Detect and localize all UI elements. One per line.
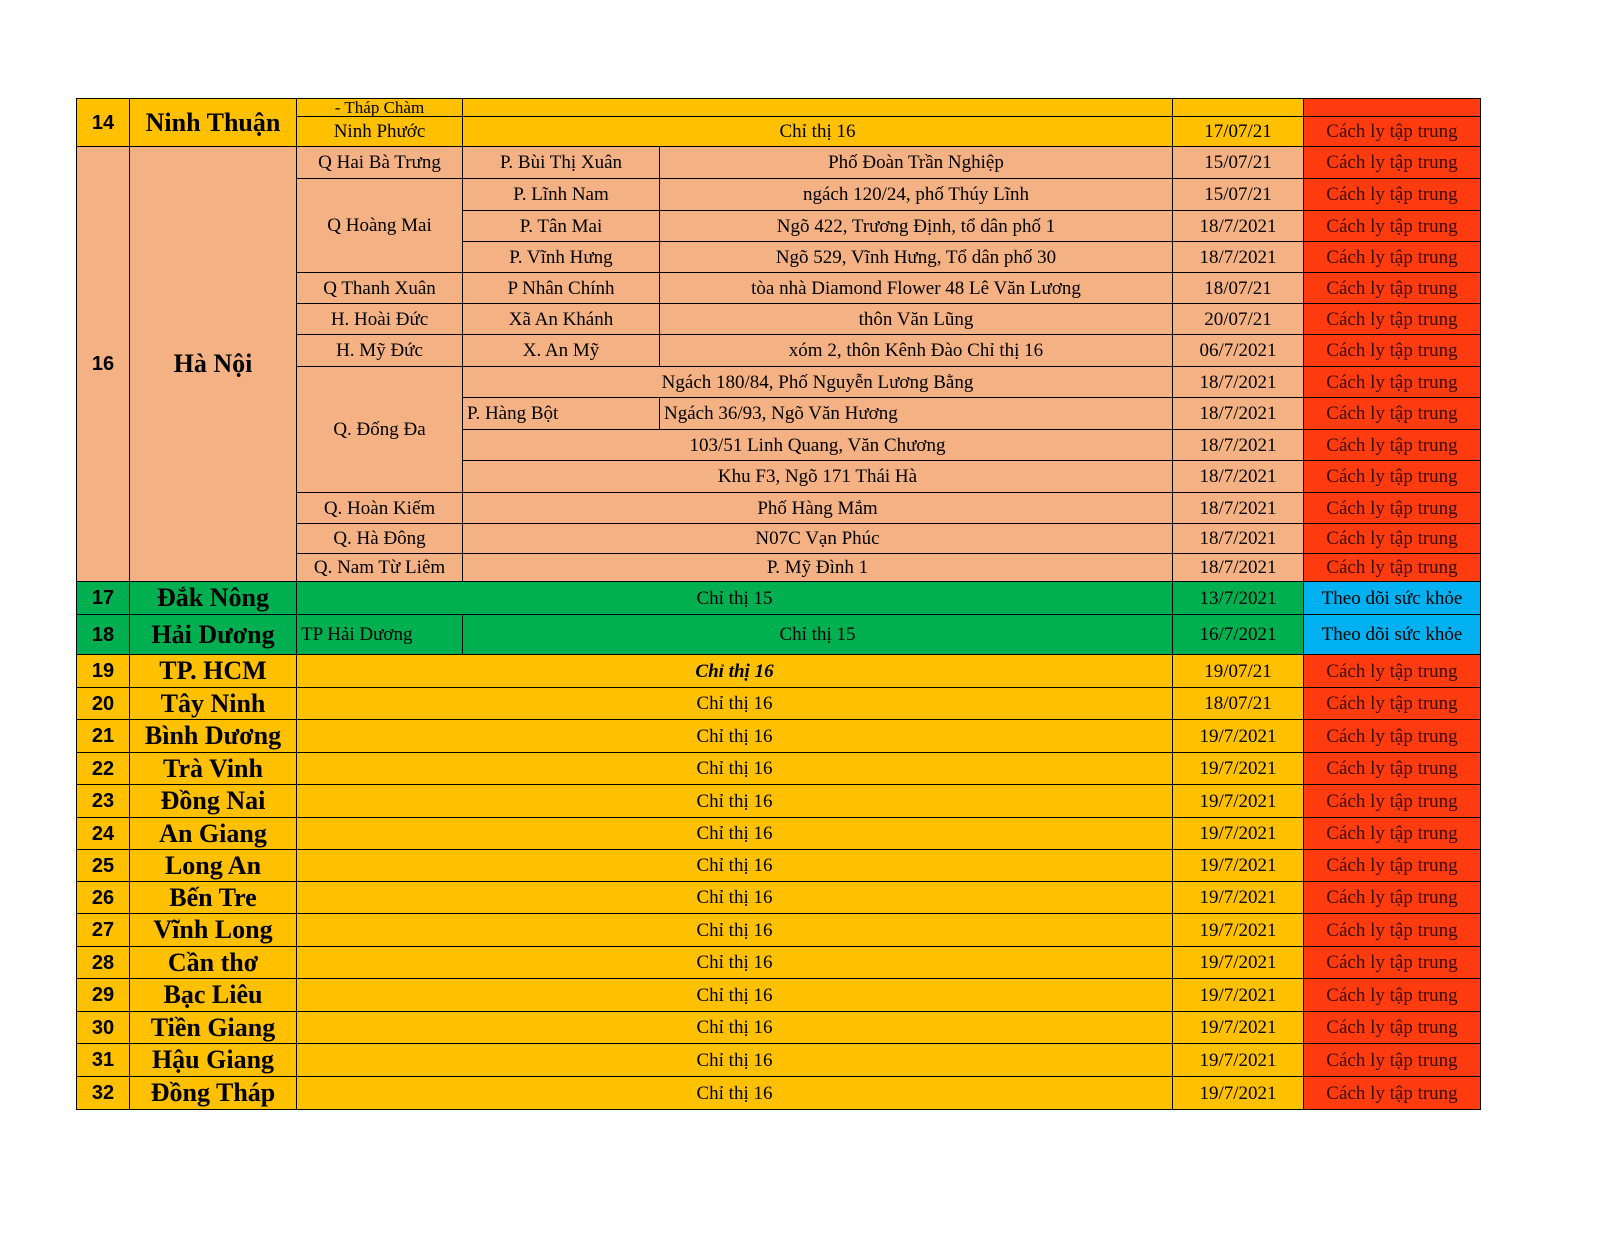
- status-cell: Cách ly tập trung: [1303, 460, 1481, 493]
- date-cell: 18/7/2021: [1172, 366, 1304, 398]
- province-name: Tây Ninh: [129, 687, 297, 720]
- status-cell: Cách ly tập trung: [1303, 913, 1481, 947]
- date-cell: 18/7/2021: [1172, 210, 1304, 242]
- row-number: 28: [76, 946, 130, 979]
- date-cell: 18/07/21: [1172, 272, 1304, 304]
- area-cell: Ngách 180/84, Phố Nguyễn Lương Bằng: [462, 366, 1173, 398]
- scope-cell: Chỉ thị 16: [296, 978, 1173, 1012]
- status-cell: Cách ly tập trung: [1303, 978, 1481, 1012]
- row-number: 29: [76, 978, 130, 1012]
- date-cell: 18/07/21: [1172, 687, 1304, 720]
- district-cell: H. Hoài Đức: [296, 303, 463, 335]
- status-cell: Cách ly tập trung: [1303, 849, 1481, 882]
- scope-cell: Chỉ thị 16: [296, 946, 1173, 979]
- scope-cell: Chỉ thị 16: [462, 116, 1173, 147]
- row-number: 14: [76, 98, 130, 147]
- date-cell: 19/7/2021: [1172, 849, 1304, 882]
- row-number: 23: [76, 784, 130, 818]
- province-name: Hà Nội: [129, 146, 297, 582]
- status-cell: Cách ly tập trung: [1303, 687, 1481, 720]
- district-cell: Q. Nam Từ Liêm: [296, 553, 463, 582]
- date-cell: 18/7/2021: [1172, 460, 1304, 493]
- date-cell: 19/07/21: [1172, 654, 1304, 688]
- province-name: Bình Dương: [129, 719, 297, 753]
- scope-cell: Chỉ thị 16: [296, 1011, 1173, 1044]
- area-cell: ngách 120/24, phố Thúy Lĩnh: [659, 178, 1173, 211]
- province-name: Long An: [129, 849, 297, 882]
- date-cell: 15/07/21: [1172, 146, 1304, 179]
- date-cell: [1172, 98, 1304, 117]
- date-cell: 19/7/2021: [1172, 881, 1304, 914]
- date-cell: 19/7/2021: [1172, 752, 1304, 785]
- ward-cell: P. Vĩnh Hưng: [462, 241, 660, 273]
- status-cell: Cách ly tập trung: [1303, 1043, 1481, 1077]
- row-number: 20: [76, 687, 130, 720]
- ward-cell: P. Bùi Thị Xuân: [462, 146, 660, 179]
- scope-cell: Chỉ thị 16: [296, 654, 1173, 688]
- row-number: 26: [76, 881, 130, 914]
- ward-cell: P. Lĩnh Nam: [462, 178, 660, 211]
- area-cell: Ngõ 529, Vĩnh Hưng, Tổ dân phố 30: [659, 241, 1173, 273]
- row-number: 27: [76, 913, 130, 947]
- district-cell: Q Hoàng Mai: [296, 178, 463, 273]
- row-number: 32: [76, 1076, 130, 1110]
- area-cell: Phố Hàng Mắm: [462, 492, 1173, 524]
- scope-cell: Chỉ thị 16: [296, 849, 1173, 882]
- province-name: Cần thơ: [129, 946, 297, 979]
- district-cell: - Tháp Chàm: [296, 98, 463, 117]
- district-cell: Q Hai Bà Trưng: [296, 146, 463, 179]
- row-number: 17: [76, 581, 130, 615]
- status-cell: Cách ly tập trung: [1303, 429, 1481, 461]
- ward-cell: Xã An Khánh: [462, 303, 660, 335]
- status-cell: Cách ly tập trung: [1303, 334, 1481, 367]
- scope-cell: Chỉ thị 16: [296, 881, 1173, 914]
- scope-cell: Chỉ thị 16: [296, 784, 1173, 818]
- district-cell: Q. Đống Đa: [296, 366, 463, 493]
- date-cell: 20/07/21: [1172, 303, 1304, 335]
- province-name: Trà Vinh: [129, 752, 297, 785]
- province-name: Bạc Liêu: [129, 978, 297, 1012]
- row-number: 30: [76, 1011, 130, 1044]
- row-number: 19: [76, 654, 130, 688]
- province-name: Đồng Tháp: [129, 1076, 297, 1110]
- date-cell: 18/7/2021: [1172, 492, 1304, 524]
- date-cell: 15/07/21: [1172, 178, 1304, 211]
- scope-cell: Chỉ thị 15: [462, 614, 1173, 655]
- status-cell: Cách ly tập trung: [1303, 397, 1481, 430]
- area-cell: N07C Vạn Phúc: [462, 523, 1173, 554]
- date-cell: 18/7/2021: [1172, 397, 1304, 430]
- scope-cell: [462, 98, 1173, 117]
- date-cell: 18/7/2021: [1172, 429, 1304, 461]
- district-cell: Q. Hoàn Kiếm: [296, 492, 463, 524]
- status-cell: Theo dõi sức khỏe: [1303, 614, 1481, 655]
- province-name: Vĩnh Long: [129, 913, 297, 947]
- row-number: 24: [76, 817, 130, 850]
- status-cell: Cách ly tập trung: [1303, 1076, 1481, 1110]
- province-name: TP. HCM: [129, 654, 297, 688]
- scope-cell: Chỉ thị 15: [296, 581, 1173, 615]
- area-cell: 103/51 Linh Quang, Văn Chương: [462, 429, 1173, 461]
- date-cell: 19/7/2021: [1172, 946, 1304, 979]
- province-name: Hậu Giang: [129, 1043, 297, 1077]
- status-cell: Cách ly tập trung: [1303, 492, 1481, 524]
- date-cell: 06/7/2021: [1172, 334, 1304, 367]
- district-cell: Q Thanh Xuân: [296, 272, 463, 304]
- status-cell: Cách ly tập trung: [1303, 303, 1481, 335]
- province-name: Bến Tre: [129, 881, 297, 914]
- area-cell: Khu F3, Ngõ 171 Thái Hà: [462, 460, 1173, 493]
- status-cell: Cách ly tập trung: [1303, 654, 1481, 688]
- area-cell: P. Mỹ Đình 1: [462, 553, 1173, 582]
- date-cell: 19/7/2021: [1172, 913, 1304, 947]
- scope-cell: Chỉ thị 16: [296, 752, 1173, 785]
- status-cell: Cách ly tập trung: [1303, 553, 1481, 582]
- row-number: 22: [76, 752, 130, 785]
- date-cell: 16/7/2021: [1172, 614, 1304, 655]
- date-cell: 19/7/2021: [1172, 817, 1304, 850]
- status-cell: Cách ly tập trung: [1303, 241, 1481, 273]
- area-cell: Phố Đoàn Trần Nghiệp: [659, 146, 1173, 179]
- status-cell: [1303, 98, 1481, 117]
- district-cell: Q. Hà Đông: [296, 523, 463, 554]
- ward-cell: P Nhân Chính: [462, 272, 660, 304]
- area-cell: tòa nhà Diamond Flower 48 Lê Văn Lương: [659, 272, 1173, 304]
- status-cell: Cách ly tập trung: [1303, 817, 1481, 850]
- province-name: Đắk Nông: [129, 581, 297, 615]
- province-name: An Giang: [129, 817, 297, 850]
- status-cell: Cách ly tập trung: [1303, 116, 1481, 147]
- date-cell: 18/7/2021: [1172, 553, 1304, 582]
- row-number: 31: [76, 1043, 130, 1077]
- district-cell: H. Mỹ Đức: [296, 334, 463, 367]
- district-cell: Ninh Phước: [296, 116, 463, 147]
- scope-cell: Chỉ thị 16: [296, 817, 1173, 850]
- date-cell: 19/7/2021: [1172, 978, 1304, 1012]
- row-number: 21: [76, 719, 130, 753]
- ward-cell: X. An Mỹ: [462, 334, 660, 367]
- date-cell: 19/7/2021: [1172, 719, 1304, 753]
- date-cell: 19/7/2021: [1172, 1076, 1304, 1110]
- row-number: 25: [76, 849, 130, 882]
- scope-cell: Chỉ thị 16: [296, 1076, 1173, 1110]
- scope-cell: Chỉ thị 16: [296, 913, 1173, 947]
- status-cell: Cách ly tập trung: [1303, 272, 1481, 304]
- province-name: Ninh Thuận: [129, 98, 297, 147]
- date-cell: 17/07/21: [1172, 116, 1304, 147]
- area-cell: thôn Văn Lũng: [659, 303, 1173, 335]
- date-cell: 19/7/2021: [1172, 784, 1304, 818]
- date-cell: 19/7/2021: [1172, 1011, 1304, 1044]
- status-cell: Cách ly tập trung: [1303, 784, 1481, 818]
- status-cell: Cách ly tập trung: [1303, 146, 1481, 179]
- status-cell: Cách ly tập trung: [1303, 523, 1481, 554]
- district-cell: TP Hải Dương: [296, 614, 463, 655]
- area-cell: Ngõ 422, Trương Định, tổ dân phố 1: [659, 210, 1173, 242]
- date-cell: 19/7/2021: [1172, 1043, 1304, 1077]
- province-name: Đồng Nai: [129, 784, 297, 818]
- date-cell: 13/7/2021: [1172, 581, 1304, 615]
- row-number: 18: [76, 614, 130, 655]
- province-name: Hải Dương: [129, 614, 297, 655]
- row-number: 16: [76, 146, 130, 582]
- status-cell: Cách ly tập trung: [1303, 178, 1481, 211]
- date-cell: 18/7/2021: [1172, 523, 1304, 554]
- status-cell: Cách ly tập trung: [1303, 210, 1481, 242]
- scope-cell: Chỉ thị 16: [296, 1043, 1173, 1077]
- area-cell: Ngách 36/93, Ngõ Văn Hương: [659, 397, 1173, 430]
- area-cell: xóm 2, thôn Kênh Đào Chỉ thị 16: [659, 334, 1173, 367]
- status-cell: Cách ly tập trung: [1303, 1011, 1481, 1044]
- status-cell: Cách ly tập trung: [1303, 366, 1481, 398]
- status-cell: Cách ly tập trung: [1303, 946, 1481, 979]
- status-cell: Theo dõi sức khỏe: [1303, 581, 1481, 615]
- scope-cell: Chỉ thị 16: [296, 719, 1173, 753]
- scope-cell: Chỉ thị 16: [296, 687, 1173, 720]
- ward-cell: P. Hàng Bột: [462, 397, 660, 430]
- province-name: Tiền Giang: [129, 1011, 297, 1044]
- status-cell: Cách ly tập trung: [1303, 752, 1481, 785]
- date-cell: 18/7/2021: [1172, 241, 1304, 273]
- ward-cell: P. Tân Mai: [462, 210, 660, 242]
- status-cell: Cách ly tập trung: [1303, 719, 1481, 753]
- status-cell: Cách ly tập trung: [1303, 881, 1481, 914]
